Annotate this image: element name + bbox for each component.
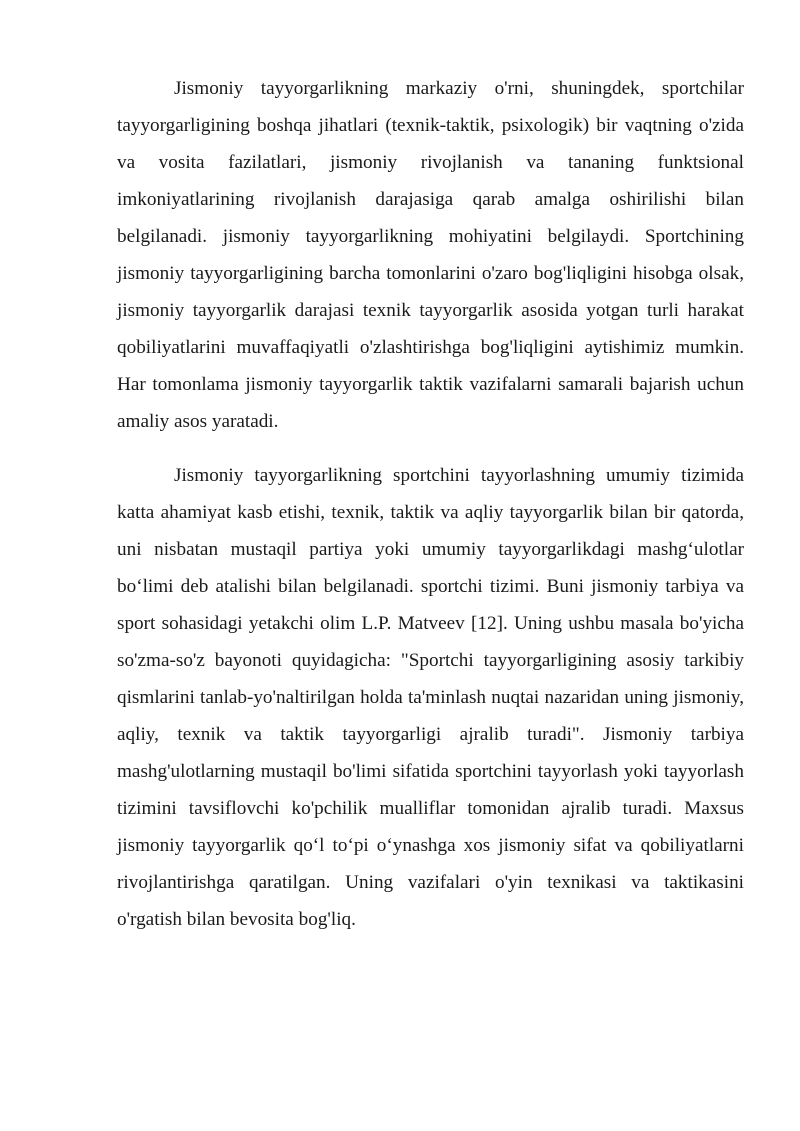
body-text xyxy=(117,70,744,938)
paragraph: Jismoniy tayyorgarlikning markaziy o'rni, shuningdek, sportchilar tayyorgarligining boshqa jihatlari (texnik-taktik, psixologik) bir vaqtning o'zida va vosita fazilatlari, jismoniy rivojlanish va tananing funktsional imkoniyatlarining rivojlanish darajasiga qarab amalga oshirilishi bilan belgilanadi. jismoniy tayyorgarlikning mohiyatini belgilaydi. Sportchining jismoniy tayyorgarligining barcha tomonlarini o'zaro bog'liqligini hisobga olsak, jismoniy tayyorgarlik darajasi texnik tayyorgarlik asosida yotgan turli harakat qobiliyatlarini muvaffaqiyatli o'zlashtirishga bog'liqligini aytishimiz mumkin. Har tomonlama jismoniy tayyorgarlik taktik vazifalarni samarali bajarish uchun amaliy asos yaratadi. xyxy=(117,78,744,432)
paragraph: Jismoniy tayyorgarlikning sportchini tayyorlashning umumiy tizimida katta ahamiyat kasb etishi, texnik, taktik va aqliy tayyorgarlik bilan bir qatorda, uni nisbatan mustaqil partiya yoki umumiy tayyorgarlikdagi mashg‘ulotlar bo‘limi deb atalishi bilan belgilanadi. sportchi tizimi. Buni jismoniy tarbiya va sport sohasidagi yetakchi olim L.P. Matveev [12]. Uning ushbu masala bo'yicha so'zma-so'z bayonoti quyidagicha: "Sportchi tayyorgarligining asosiy tarkibiy qismlarini tanlab-yo'naltirilgan holda ta'minlash nuqtai nazaridan uning jismoniy, aqliy, texnik va taktik tayyorgarligi ajralib turadi". Jismoniy tarbiya mashg'ulotlarning mustaqil bo'limi sifatida sportchini tayyorlash yoki tayyorlash tizimini tavsiflovchi ko'pchilik mualliflar tomonidan ajralib turadi. Maxsus jismoniy tayyorgarlik qo‘l to‘pi o‘ynashga xos jismoniy sifat va qobiliyatlarni rivojlantirishga qaratilgan. Uning vazifalari o'yin texnikasi va taktikasini o'rgatish bilan bevosita bog'liq. xyxy=(117,465,744,930)
